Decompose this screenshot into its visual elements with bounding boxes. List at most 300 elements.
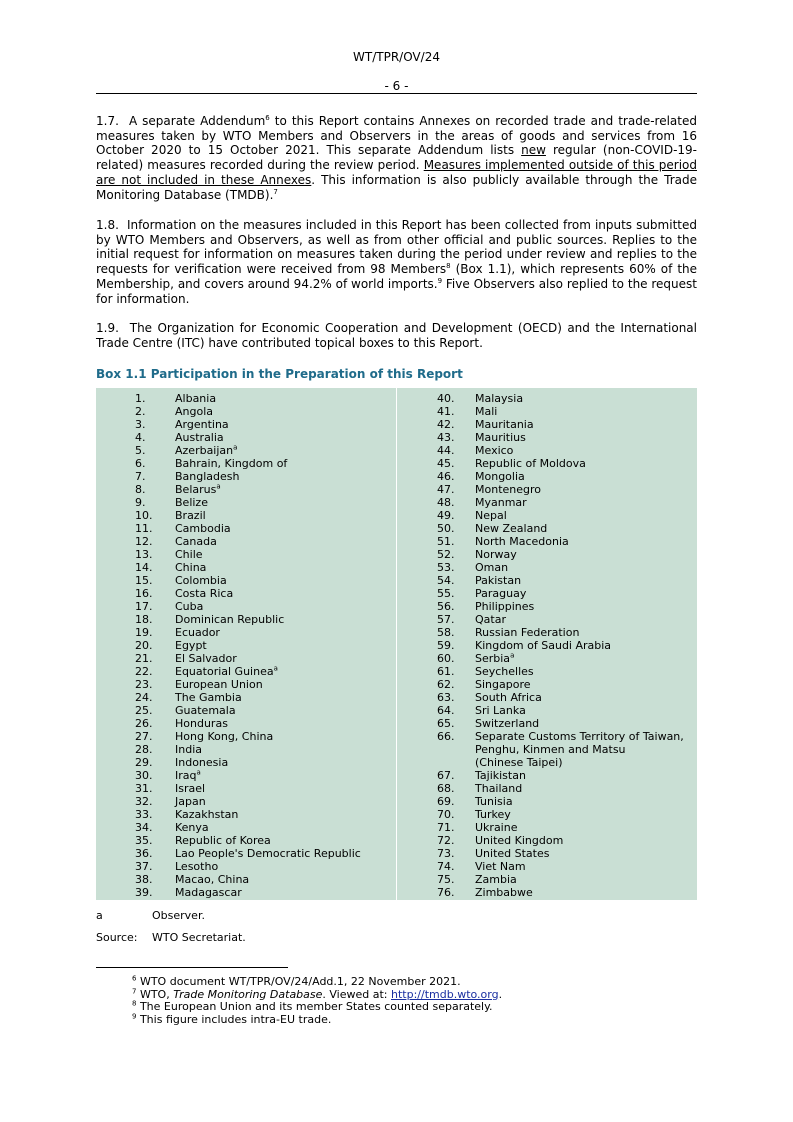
member-name [175,873,249,886]
member-name-text: Mongolia [475,470,525,483]
member-number: 52. [437,548,455,561]
member-number: 46. [437,470,455,483]
member-number: 11. [135,522,153,535]
member-name-text: Ecuador [175,626,220,639]
member-name [175,691,242,704]
member-name [475,665,534,678]
header-divider [96,93,697,94]
member-row [96,808,396,821]
member-number: 28. [135,743,153,756]
note-text: Observer. [152,909,205,922]
member-name-text: India [175,743,202,756]
box-title: Box 1.1 Participation in the Preparation of this Report [96,367,463,381]
member-name-text: Dominican Republic [175,613,285,626]
member-row [397,652,697,665]
member-name [475,522,547,535]
member-row [397,704,697,717]
right-column [397,392,697,899]
member-row [397,509,697,522]
member-name-text: Tunisia [475,795,513,808]
member-name-text: Honduras [175,717,228,730]
member-number: 72. [437,834,455,847]
member-number: 12. [135,535,153,548]
member-number: 1. [135,392,146,405]
member-name [475,470,525,483]
member-number: 23. [135,678,153,691]
member-name-text: Bangladesh [175,470,240,483]
member-name [175,483,221,496]
member-name-text: Norway [475,548,517,561]
member-number: 40. [437,392,455,405]
member-name-text: Belarus [175,483,217,496]
member-name-text: The Gambia [175,691,242,704]
paragraph-1-7 [96,114,697,202]
member-name-text: Hong Kong, China [175,730,274,743]
member-name [475,431,526,444]
member-row [96,574,396,587]
member-row [96,873,396,886]
member-name-text: Sri Lanka [475,704,526,717]
member-row [96,782,396,795]
member-row [397,886,697,899]
member-name-text: Zimbabwe [475,886,533,899]
member-name-text: Paraguay [475,587,527,600]
paragraph-text: . This information is also publicly available through the Trade Monitoring Database (TMDB). [96,172,697,202]
member-row [96,522,396,535]
member-row [397,873,697,886]
member-name-text: Mexico [475,444,514,457]
member-name-text: Qatar [475,613,506,626]
member-row [96,405,396,418]
member-row [96,444,396,457]
member-name [175,808,238,821]
member-row [397,522,697,535]
member-row [96,457,396,470]
member-row [397,847,697,860]
member-number: 18. [135,613,153,626]
member-row [96,470,396,483]
member-name-text: Albania [175,392,217,405]
member-number: 32. [135,795,153,808]
member-row [397,639,697,652]
member-number: 54. [437,574,455,587]
member-number: 27. [135,730,153,743]
member-name-text: Israel [175,782,206,795]
member-row [96,821,396,834]
member-number: 2. [135,405,146,418]
member-name [175,704,236,717]
member-name [175,834,271,847]
member-name [475,600,534,613]
member-name-text: Equatorial Guinea [175,665,274,678]
member-row [96,496,396,509]
member-row [397,860,697,873]
member-number: 76. [437,886,455,899]
member-row [96,483,396,496]
member-number: 50. [437,522,455,535]
member-name-text: Ukraine [475,821,518,834]
member-number: 6. [135,457,146,470]
member-name-text: Kingdom of Saudi Arabia [475,639,612,652]
footnote-ref[interactable]: 7 [273,187,278,196]
member-name-text: Cambodia [175,522,231,535]
member-row [397,678,697,691]
member-number: 44. [437,444,455,457]
member-name [175,561,206,574]
member-number: 56. [437,600,455,613]
footnote-text: The European Union and its member States counted separately. [136,1000,493,1013]
member-number: 26. [135,717,153,730]
member-row [96,626,396,639]
member-name-text: Kenya [175,821,209,834]
page-number: - 6 - [384,79,409,93]
member-name-text: Malaysia [475,392,524,405]
member-name-text: Republic of Korea [175,834,271,847]
member-name-text: New Zealand [475,522,548,535]
member-number: 24. [135,691,153,704]
member-row [96,535,396,548]
observer-marker: a [196,768,201,777]
paragraph-number: 1.7. [96,114,119,128]
member-name [475,613,506,626]
footnote-text: WTO, [136,987,174,1001]
member-name [475,769,526,782]
member-number: 17. [135,600,153,613]
member-name-text: Turkey [475,808,511,821]
member-number: 45. [437,457,455,470]
member-row [397,665,697,678]
member-row [397,834,697,847]
member-row [397,431,697,444]
member-number: 3. [135,418,146,431]
member-row [397,717,697,730]
member-name-text: Separate Customs Territory of Taiwan, [475,730,684,743]
member-name-text: Pakistan [475,574,522,587]
member-name [175,860,218,873]
member-name-continued: Penghu, Kinmen and Matsu [475,743,626,756]
member-name-text: Lao People's Democratic Republic [175,847,361,860]
observer-marker: a [510,651,515,660]
member-row [96,691,396,704]
member-name [475,808,511,821]
member-name [175,496,208,509]
member-number: 59. [437,639,455,652]
member-number: 13. [135,548,153,561]
member-name-text: Singapore [475,678,531,691]
member-number: 60. [437,652,455,665]
member-name-text: Brazil [175,509,206,522]
underlined-text: new [521,143,546,158]
member-name-text: Canada [175,535,217,548]
member-name-text: Macao, China [175,873,250,886]
member-name-text: Mauritania [475,418,534,431]
member-name-text: Mauritius [475,431,526,444]
member-name [175,678,263,691]
member-name [475,574,521,587]
member-number: 22. [135,665,153,678]
footnote-text: This figure includes intra-EU trade. [136,1012,332,1026]
member-number: 68. [437,782,455,795]
member-name [475,691,542,704]
member-name-text: Bahrain, Kingdom of [175,457,288,470]
member-number: 69. [437,795,455,808]
footnote-ref[interactable]: 8 [446,262,451,271]
member-name [175,392,216,405]
member-number: 33. [135,808,153,821]
document-id: WT/TPR/OV/24 [353,50,440,64]
paragraph-text: Information on the measures included in this Report has been collected from inputs submitted by WTO Members and Observers, as well as from other official and public sources. Replies to the initial request for information on measures taken during the period under review and replies to the requests for verification were received from 98 Members [96,218,697,277]
member-number: 7. [135,470,146,483]
member-number: 37. [135,860,153,873]
member-number: 29. [135,756,153,769]
member-number: 21. [135,652,153,665]
member-name-text: Russian Federation [475,626,580,639]
member-name [175,587,233,600]
member-name [175,639,207,652]
member-name [475,561,508,574]
member-name [475,548,517,561]
member-number: 36. [135,847,153,860]
member-row [96,639,396,652]
member-number: 19. [135,626,153,639]
member-name-text: Montenegro [475,483,542,496]
member-row [96,509,396,522]
paragraph-number: 1.8. [96,218,119,232]
paragraph-text: to this Report contains Annexes on recorded trade and trade-related measures taken by WTO Members and Observers in the areas of goods and services from 16 October 2020 to 15 October 2021. This separate Addendum lists [96,114,697,158]
source-key: Source: [96,931,138,944]
member-number: 16. [135,587,153,600]
member-number: 39. [135,886,153,899]
member-name [175,847,361,860]
footnote-title: Trade Monitoring Database [173,987,323,1001]
member-row [397,691,697,704]
member-row [96,743,396,756]
member-name-text: Madagascar [175,886,242,899]
member-row [397,470,697,483]
member-name-text: Kazakhstan [175,808,239,821]
member-name [475,782,522,795]
member-name [475,678,531,691]
member-name [475,704,526,717]
footnote-number: 6 [132,974,137,983]
footnote-divider [96,967,288,968]
member-row [397,821,697,834]
member-name [175,743,202,756]
member-name-text: Philippines [475,600,535,613]
member-name-text: Serbia [475,652,511,665]
member-number: 58. [437,626,455,639]
member-row [96,886,396,899]
member-name-text: United States [475,847,550,860]
member-name [175,717,228,730]
member-row [397,626,697,639]
member-name [475,418,534,431]
member-name-text: Argentina [175,418,229,431]
member-name [475,730,684,743]
member-name [475,860,526,873]
member-row [96,548,396,561]
member-name [175,821,209,834]
member-row [397,795,697,808]
member-name [175,756,228,769]
member-row-continuation [397,743,697,756]
member-number: 51. [437,535,455,548]
member-name [475,626,579,639]
member-name [175,626,220,639]
member-name-text: Thailand [475,782,523,795]
member-row [96,561,396,574]
member-number: 43. [437,431,455,444]
member-name-text: United Kingdom [475,834,564,847]
member-row [96,717,396,730]
member-name [175,574,227,587]
member-row [96,418,396,431]
member-name [175,405,213,418]
member-name [475,509,507,522]
member-row [397,483,697,496]
member-name-text: Zambia [475,873,517,886]
member-number: 25. [135,704,153,717]
member-name [175,665,278,678]
member-name [175,522,231,535]
member-row [96,431,396,444]
member-name-text: China [175,561,207,574]
member-name [175,886,242,899]
member-row [96,600,396,613]
member-row [397,808,697,821]
observer-marker: a [233,443,238,452]
member-name [175,769,201,782]
member-row [397,457,697,470]
member-name-text: Indonesia [175,756,229,769]
member-name [475,405,497,418]
member-number: 34. [135,821,153,834]
member-name-text: Lesotho [175,860,219,873]
footnote-number: 9 [132,1011,137,1020]
member-name [175,613,284,626]
member-name-text: North Macedonia [475,535,569,548]
member-name-text: Guatemala [175,704,236,717]
member-row [96,678,396,691]
paragraph-text: The Organization for Economic Cooperation and Development (OECD) and the International Trade Centre (ITC) have contributed topical boxes to this Report. [96,321,697,350]
footnote-text: . [498,987,503,1001]
member-row [96,847,396,860]
member-name-text: El Salvador [175,652,237,665]
member-row [397,392,697,405]
member-number: 74. [437,860,455,873]
member-name-text: Myanmar [475,496,527,509]
member-row [96,795,396,808]
member-number: 64. [437,704,455,717]
member-name-text: Angola [175,405,214,418]
member-row [96,652,396,665]
footnote-ref[interactable]: 6 [265,114,270,122]
member-number: 53. [437,561,455,574]
member-number: 63. [437,691,455,704]
member-name [475,717,539,730]
footnote-number: 7 [132,986,137,995]
member-row [397,600,697,613]
member-number: 73. [437,847,455,860]
member-name-text: Cuba [175,600,204,613]
member-number: 31. [135,782,153,795]
member-number: 4. [135,431,146,444]
member-name [475,483,541,496]
member-number: 30. [135,769,153,782]
member-name [475,457,586,470]
member-row [96,730,396,743]
footnote-ref[interactable]: 9 [437,276,443,285]
member-row [96,769,396,782]
source-text: WTO Secretariat. [152,931,246,944]
member-row [96,756,396,769]
member-row [96,860,396,873]
member-name [475,886,533,899]
member-name-text: Mali [475,405,498,418]
member-name-text: Iraq [175,769,197,782]
member-row [96,613,396,626]
member-number: 38. [135,873,153,886]
member-name [175,509,206,522]
member-name [475,535,569,548]
member-name [175,444,237,457]
tmdb-link[interactable]: http://tmdb.wto.org [391,987,499,1001]
member-name [175,548,203,561]
member-name [475,587,526,600]
member-name-text: Belize [175,496,208,509]
member-name [475,639,611,652]
member-number: 75. [437,873,455,886]
member-name [175,418,229,431]
member-number: 14. [135,561,153,574]
paragraph-1-8 [96,218,697,306]
member-number: 57. [437,613,455,626]
member-name-text: Tajikistan [475,769,526,782]
member-name-text: Republic of Moldova [475,457,586,470]
member-number: 9. [135,496,146,509]
member-number: 55. [437,587,455,600]
member-row [397,496,697,509]
member-number: 49. [437,509,455,522]
member-row [96,665,396,678]
member-number: 20. [135,639,153,652]
member-name [475,834,563,847]
member-name-text: Japan [175,795,206,808]
member-name [175,457,287,470]
member-name-text: Egypt [175,639,207,652]
member-row [397,574,697,587]
member-name-text: Oman [475,561,509,574]
member-name [175,535,217,548]
footnote-text: . Viewed at: [322,987,392,1001]
member-number: 15. [135,574,153,587]
member-number: 8. [135,483,146,496]
member-row [397,561,697,574]
paragraph-text: (Box 1.1), which represents 60% of the Membership, and covers around 94.2% of world imports. [96,262,698,291]
member-row [96,392,396,405]
underlined-text: Measures implemented outside of this period are not included in these Annexes [96,158,697,187]
member-name [175,600,203,613]
member-name [475,795,513,808]
member-row [397,730,697,743]
member-name [475,652,514,665]
member-name-text: Azerbaijan [175,444,234,457]
member-name [475,847,550,860]
member-row [397,613,697,626]
participation-box [96,388,697,900]
paragraph-text: regular (non-COVID-19-related) measures recorded during the review period. [96,143,697,173]
footnote-text: WTO document WT/TPR/OV/24/Add.1, 22 November 2021. [136,975,461,988]
